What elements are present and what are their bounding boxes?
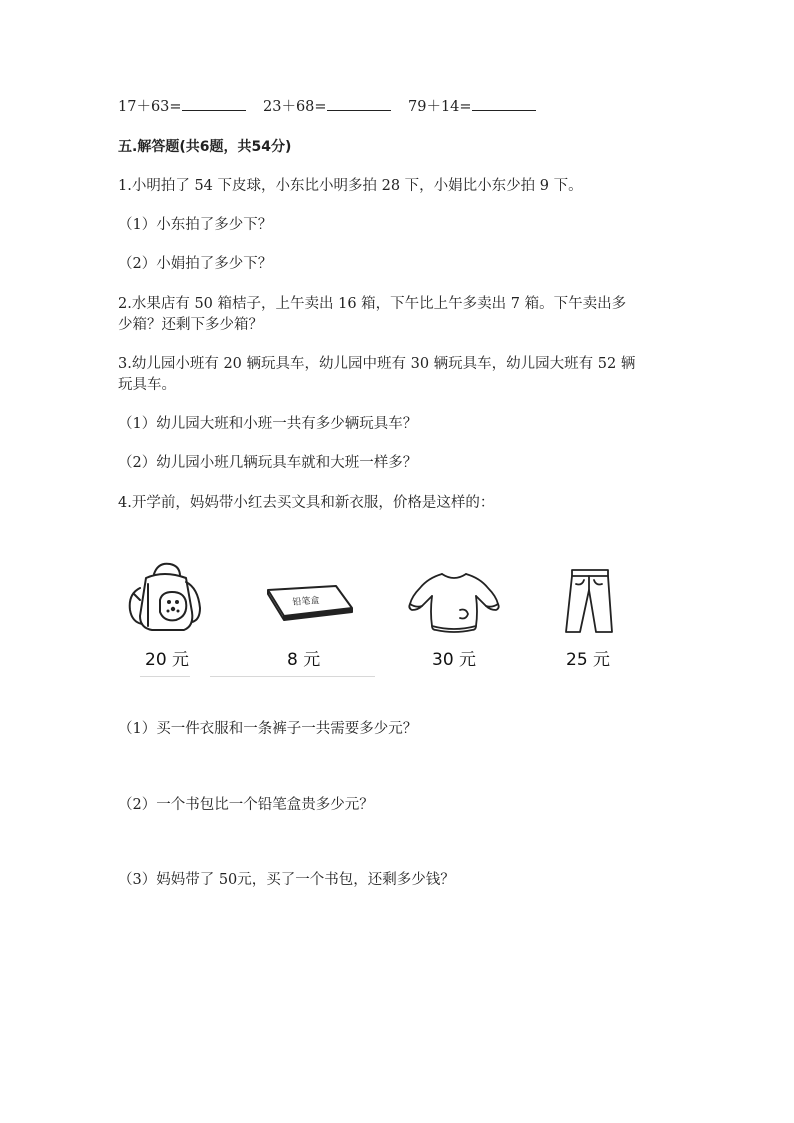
answer-blank[interactable] [327,98,391,111]
shirt-icon [406,568,502,634]
q3-line2: 玩具车。 [118,377,176,393]
q3-sub1: （1）幼儿园大班和小班一共有多少辆玩具车？ [118,416,418,432]
equation-1 [118,97,246,117]
backpack-icon [124,560,206,636]
pants-icon [562,566,616,636]
q4-sub1: （1）买一件衣服和一条裤子一共需要多少元？ [118,721,418,737]
scan-divider [210,676,375,677]
answer-blank[interactable] [182,98,246,111]
scan-divider [140,676,190,677]
q1-sub2: （2）小娟拍了多少下？ [118,256,273,272]
q4-sub2: （2）一个书包比一个铅笔盒贵多少元？ [118,797,374,813]
equation-expr: 23＋68= [263,99,327,115]
answer-blank[interactable] [472,98,536,111]
section-title: 五.解答题(共6题，共54分) [118,139,292,155]
pencil-case-label: 铅笔盒 [292,596,320,608]
q3-line1: 3.幼儿园小班有 20 辆玩具车，幼儿园中班有 30 辆玩具车，幼儿园大班有 52 辆 [118,356,636,372]
q3-sub2: （2）幼儿园小班几辆玩具车就和大班一样多？ [118,455,418,471]
equation-3 [408,97,536,117]
q4-sub3: （3）妈妈带了 50元，买了一个书包，还剩多少钱？ [118,872,455,888]
q2-line2: 少箱？还剩下多少箱？ [118,317,263,333]
equation-expr: 79＋14= [408,99,472,115]
q1-sub1: （1）小东拍了多少下？ [118,217,273,233]
equation-expr: 17＋63= [118,99,182,115]
q2-line1: 2.水果店有 50 箱桔子，上午卖出 16 箱，下午比上午多卖出 7 箱。下午卖出多 [118,296,627,312]
price-pants: 25 元 [566,650,611,670]
equation-2 [263,97,391,117]
price-backpack: 20 元 [145,650,190,670]
q4-stem: 4.开学前，妈妈带小红去买文具和新衣服，价格是这样的： [118,495,495,511]
price-pencil-case: 8 元 [287,650,321,670]
price-shirt: 30 元 [432,650,477,670]
q1-stem: 1.小明拍了 54 下皮球，小东比小明多拍 28 下，小娟比小东少拍 9 下。 [118,178,583,194]
pencil-case-icon [262,582,356,622]
